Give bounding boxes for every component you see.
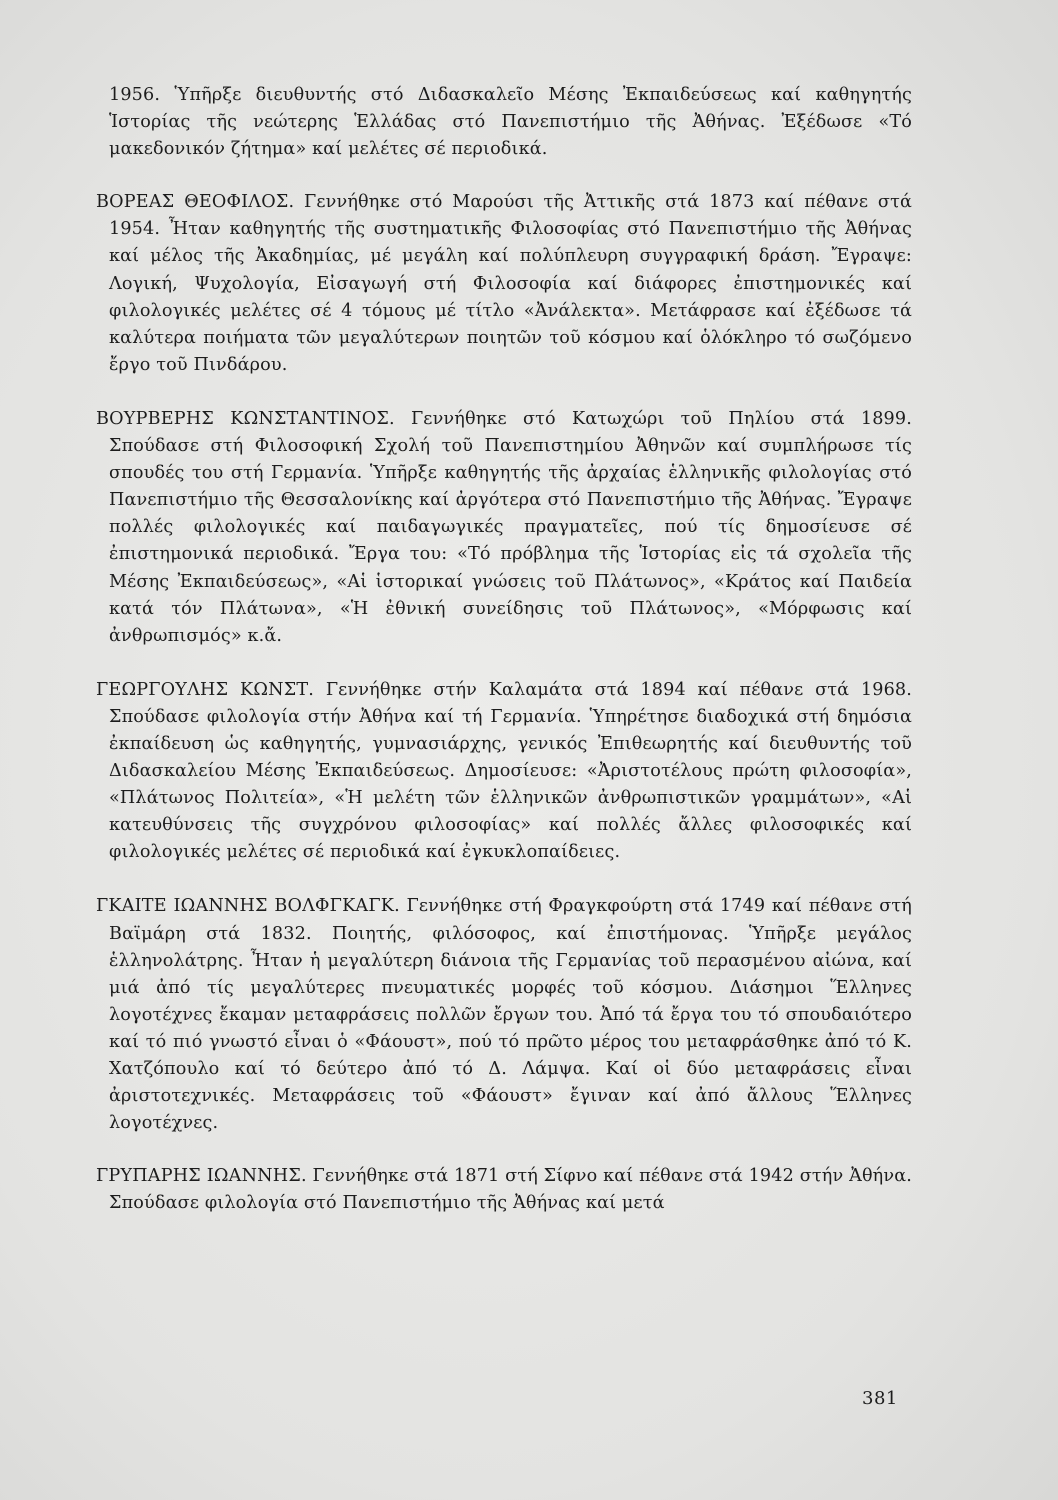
entry-name: ΒΟΡΕΑΣ ΘΕΟΦΙΛΟΣ. <box>96 192 295 213</box>
entry-name: ΓΡΥΠΑΡΗΣ ΙΩΑΝΝΗΣ. <box>96 1166 307 1187</box>
page-content <box>96 82 912 1217</box>
page-number: 381 <box>862 1388 898 1409</box>
entry-goethe <box>96 893 912 1137</box>
entry-name: ΓΚΑΙΤΕ ΙΩΑΝΝΗΣ ΒΟΛΦΓΚΑΓΚ. <box>96 896 400 917</box>
entry-text: Γεννήθηκε στή Φραγκφούρτη στά 1749 καί πέθανε στή Βαϊμάρη στά 1832. Ποιητής, φιλόσοφος, καί ἐπιστήμονας. Ὑπῆρξε μεγάλος ἑλληνολάτρης. Ἦταν ἡ μεγαλύτερη διάνοια τῆς Γερμανίας τοῦ περασμένου αἰώνα, καί μιά ἀπό τίς μεγαλύτερες πνευματικές μορφές τοῦ κόσμου. Διάσημοι Ἕλληνες λογοτέχνες ἔκαμαν μεταφράσεις πολλῶν ἔργων του. Ἀπό τά ἔργα του τό σπουδαιότερο καί τό πιό γνωστό εἶναι ὁ «Φάουστ», πού τό πρῶτο μέρος του μεταφράσθηκε ἀπό τό Κ. Χατζόπουλο καί τό δεύτερο ἀπό τό Δ. Λάμψα. Καί οἱ δύο μεταφράσεις εἶναι ἀριστοτεχνικές. Μεταφράσεις τοῦ «Φάουστ» ἔγιναν καί ἀπό ἄλλους Ἕλληνες λογοτέχνες. <box>109 896 912 1134</box>
entry-voreas <box>96 189 912 379</box>
entry-name: ΒΟΥΡΒΕΡΗΣ ΚΩΝΣΤΑΝΤΙΝΟΣ. <box>96 408 395 429</box>
entry-georgoulis <box>96 677 912 867</box>
entry-gryparis <box>96 1163 912 1217</box>
entry-text: Γεννήθηκε στά 1871 στή Σίφνο καί πέθανε στά 1942 στήν Ἀθήνα. Σπούδασε φιλολογία στό Πανεπιστήμιο τῆς Ἀθήνας καί μετά <box>109 1166 912 1214</box>
entry-text: Γεννήθηκε στό Μαρούσι τῆς Ἀττικῆς στά 1873 καί πέθανε στά 1954. Ἦταν καθηγητής τῆς συστηματικῆς Φιλοσοφίας στό Πανεπιστήμιο τῆς Ἀθήνας καί μέλος τῆς Ἀκαδημίας, μέ μεγάλη καί πολύπλευρη συγγραφική δράση. Ἔγραψε: Λογική, Ψυχολογία, Εἰσαγωγή στή Φιλοσοφία καί διάφορες ἐπιστημονικές καί φιλολογικές μελέτες σέ 4 τόμους μέ τίτλο «Ἀνάλεκτα». Μετάφρασε καί ἐξέδωσε τά καλύτερα ποιήματα τῶν μεγαλύτερων ποιητῶν τοῦ κόσμου καί ὁλόκληρο τό σωζόμενο ἔργο τοῦ Πινδάρου. <box>109 192 912 375</box>
intro-paragraph <box>96 82 912 163</box>
entry-name: ΓΕΩΡΓΟΥΛΗΣ ΚΩΝΣΤ. <box>96 679 315 700</box>
entry-text: Γεννήθηκε στήν Καλαμάτα στά 1894 καί πέθανε στά 1968. Σπούδασε φιλολογία στήν Ἀθήνα καί τή Γερμανία. Ὑπηρέτησε διαδοχικά στή δημόσια ἐκπαίδευση ὡς καθηγητής, γυμνασιάρχης, γενικός Ἐπιθεωρητής καί διευθυντής τοῦ Διδασκαλείου Μέσης Ἐκπαιδεύσεως. Δημοσίευσε: «Ἀριστοτέλους πρώτη φιλοσοφία», «Πλάτωνος Πολιτεία», «Ἡ μελέτη τῶν ἑλληνικῶν ἀνθρωπιστικῶν γραμμάτων», «Αἱ κατευθύνσεις τῆς συγχρόνου φιλοσοφίας» καί πολλές ἄλλες φιλοσοφικές καί φιλολογικές μελέτες σέ περιοδικά καί ἐγκυκλοπαίδειες. <box>109 679 912 863</box>
entry-text: Γεννήθηκε στό Κατωχώρι τοῦ Πηλίου στά 1899. Σπούδασε στή Φιλοσοφική Σχολή τοῦ Πανεπιστημίου Ἀθηνῶν καί συμπλήρωσε τίς σπουδές του στή Γερμανία. Ὑπῆρξε καθηγητής τῆς ἀρχαίας ἑλληνικῆς φιλολογίας στό Πανεπιστήμιο τῆς Θεσσαλονίκης καί ἀργότερα στό Πανεπιστήμιο τῆς Ἀθήνας. Ἔγραψε πολλές φιλολογικές καί παιδαγωγικές πραγματεῖες, πού τίς δημοσίευσε σέ ἐπιστημονικά περιοδικά. Ἔργα του: «Τό πρόβλημα τῆς Ἱστορίας εἰς τά σχολεῖα τῆς Μέσης Ἐκπαιδεύσεως», «Αἱ ἱστορικαί γνώσεις τοῦ Πλάτωνος», «Κράτος καί Παιδεία κατά τόν Πλάτωνα», «Ἡ ἐθνική συνείδησις τοῦ Πλάτωνος», «Μόρφωσις καί ἀνθρωπισμός» κ.ἄ. <box>109 408 912 646</box>
entry-vourveris <box>96 406 912 650</box>
intro-text: 1956. Ὑπῆρξε διευθυντής στό Διδασκαλεῖο Μέσης Ἐκπαιδεύσεως καί καθηγητής Ἱστορίας τῆς νεώτερης Ἑλλάδας στό Πανεπιστήμιο τῆς Ἀθήνας. Ἐξέδωσε «Τό μακεδονικόν ζήτημα» καί μελέτες σέ περιοδικά. <box>109 85 912 160</box>
